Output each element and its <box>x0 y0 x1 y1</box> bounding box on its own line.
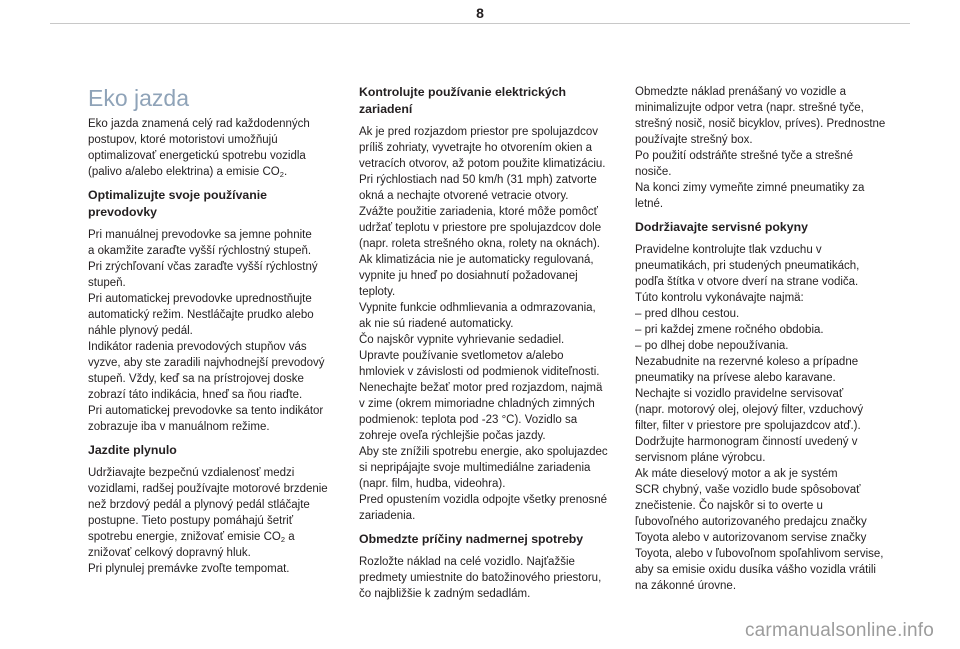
column-middle <box>359 84 617 602</box>
heading-excess-consumption: Obmedzte príčiny nadmernej spotreby <box>359 532 584 546</box>
page-number: 8 <box>476 5 484 21</box>
excess-consumption-paragraph: Rozložte náklad na celé vozidlo. Najťažšie predmety umiestnite do batožinového priestoru, čo najbližšie k zadným sedadlám. <box>359 556 602 600</box>
heading-electrical-devices: Kontrolujte používanie elektrických zariadení <box>359 85 567 116</box>
smooth-driving-paragraph: Udržiavajte bezpečnú vzdialenosť medzi vozidlami, radšej používajte motorové brzdenie než brzdový pedál a plynový pedál stláčajte postupne. Tieto postupy pomáhajú šetriť spotrebu energie, znižovať emisie $CO_2$ a znižovať celkový dopravný hluk. Pri plynulej premávke zvoľte tempomat. <box>88 467 328 575</box>
column-left <box>88 84 340 577</box>
header-rule <box>50 23 910 24</box>
intro-paragraph: Eko jazda znamená celý rad každodenných postupov, ktoré motoristovi umožňujú optimalizovať energetickú spotrebu vozidla (palivo a/alebo elektrina) a emisie $CO_2$. <box>88 118 310 179</box>
heading-optimize-gearbox: Optimalizujte svoje používanie prevodovky <box>88 188 268 219</box>
gearbox-paragraph: Pri manuálnej prevodovke sa jemne pohnite a okamžite zaraďte vyšší rýchlostný stupeň. Pri zrýchľovaní včas zaraďte vyšší rýchlostný stupeň. Pri automatickej prevodovke uprednostňujte automatický režim. Nestláčajte prudko alebo náhle plynový pedál. Indikátor radenia prevodových stupňov vás vyzve, aby ste zaradili najvhodnejší prevodový stupeň. Vždy, keď sa na prístrojovej doske zobrazí táto indikácia, hneď sa ňou riaďte. Pri automatickej prevodovke sa tento indikátor zobrazuje iba v manuálnom režime. <box>88 229 325 433</box>
service-paragraph: Pravidelne kontrolujte tlak vzduchu v pneumatikách, pri studených pneumatikách, podľa štítka v otvore dverí na strane vodiča. Túto kontrolu vykonávajte najmä: – pred dlhou cestou. – pri každej zmene ročného obdobia. – po dlhej dobe nepoužívania. Nezabudnite na rezervné koleso a prípadne pneumatiky na prívese alebo karavane. Nechajte si vozidlo pravidelne servisovať (napr. motorový olej, olejový filter, vzduchový filter, filter v priestore pre spolujazdcov atď.). Dodržujte harmonogram činností uvedený v servisnom pláne výrobcu. Ak máte dieselový motor a ak je systém SCR chybný, vaše vozidlo bude spôsobovať znečistenie. Čo najskôr si to overte u ľubovoľného autorizovaného predajcu značky Toyota alebo v autorizovanom servise značky Toyota, alebo v ľubovoľnom spoľahlivom servise, aby sa emisie oxidu dusíka vášho vozidla vrátili na zákonné úrovne. <box>635 244 884 592</box>
page-title: Eko jazda <box>88 85 190 111</box>
column-right <box>635 84 893 594</box>
watermark: carmanualsonline.info <box>744 620 934 641</box>
heading-drive-smoothly: Jazdite plynulo <box>88 443 177 457</box>
load-paragraph: Obmedzte náklad prenášaný vo vozidle a minimalizujte odpor vetra (napr. strešné tyče, strešný nosič, nosič bicyklov, príves). Prednostne používajte strešný box. Po použití odstráňte strešné tyče a strešné nosiče. Na konci zimy vymeňte zimné pneumatiky za letné. <box>635 86 886 210</box>
electrical-devices-paragraph: Ak je pred rozjazdom priestor pre spolujazdcov príliš zohriaty, vyvetrajte ho otvorením okien a vetracích otvorov, až potom použite klimatizáciu. Pri rýchlostiach nad 50 km/h (31 mph) zatvorte okná a nechajte otvorené vetracie otvory. Zvážte použitie zariadenia, ktoré môže pomôcť udržať teplotu v priestore pre spolujazdcov dole (napr. roleta strešného okna, rolety na oknách). Ak klimatizácia nie je automaticky regulovaná, vypnite ju hneď po dosiahnutí požadovanej teploty. Vypnite funkcie odhmlievania a odmrazovania, ak nie sú riadené automaticky. Čo najskôr vypnite vyhrievanie sedadiel. Upravte používanie svetlometov a/alebo hmloviek v závislosti od podmienok viditeľnosti. Nenechajte bežať motor pred rozjazdom, najmä v zime (okrem mimoriadne chladných zimných podmienok: teplota pod -23 °C). Vozidlo sa zohreje oveľa rýchlejšie počas jazdy. Aby ste znížili spotrebu energie, ako spolujazdec si nepripájajte svoje multimediálne zariadenia (napr. film, hudba, videohra). Pred opustením vozidla odpojte všetky prenosné zariadenia. <box>359 126 608 522</box>
heading-service-instructions: Dodržiavajte servisné pokyny <box>635 220 808 234</box>
